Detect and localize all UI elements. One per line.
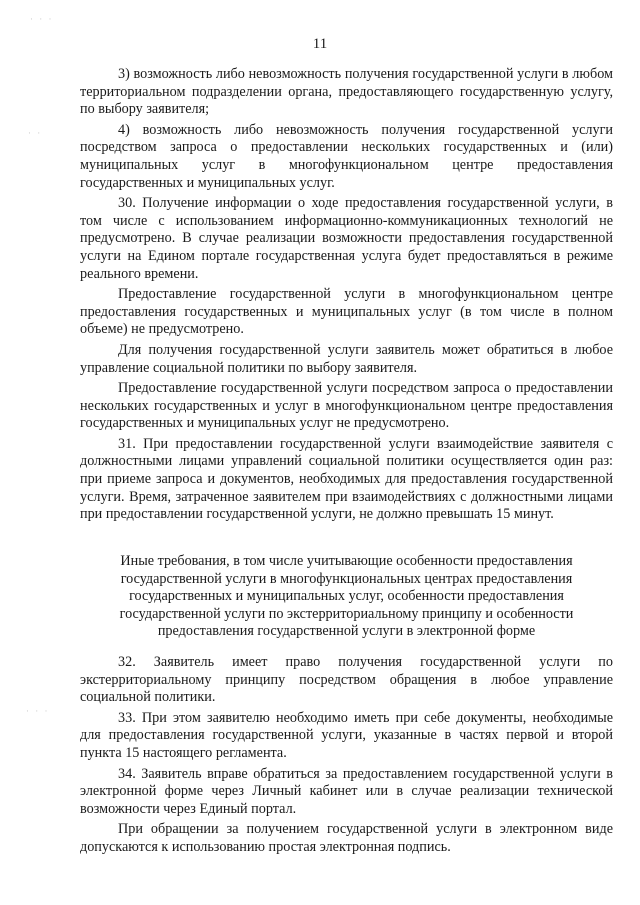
paragraph-item-4: 4) возможность либо невозможность получения государственной услуги посредством запроса о предоставлении нескольких государственных и (или) муниципальных услуг в многофункциональном центре предоставления государственных и муниципальных услуг.: [80, 121, 613, 191]
paragraph-electronic-signature: При обращении за получением государственной услуги в электронном виде допускаются к использованию простая электронная подпись.: [80, 821, 613, 855]
paragraph-clause-33: 33. При этом заявителю необходимо иметь при себе документы, необходимые для предоставления государственной услуги, указанные в частях первой и второй пункта 15 настоящего регламента.: [80, 709, 613, 761]
paragraph-item-3: 3) возможность либо невозможность получения государственной услуги в любом территориальном подразделении органа, предоставляющего государственную услугу, по выбору заявителя;: [80, 66, 613, 118]
paragraph-clause-30: 30. Получение информации о ходе предоставления государственной услуги, в том числе с использованием информационно-коммуникационных технологий не предусмотрено. В случае реализации возможности предоставления государственной услуги на Едином портале государственная услуга будет предоставляться в режиме реального времени.: [80, 195, 613, 282]
scan-artifact: · ·: [28, 128, 43, 138]
document-body-lower: [80, 654, 613, 857]
paragraph-clause-32: 32. Заявитель имеет право получения государственной услуги по экстерриториальному принципу посредством обращения в любое управление социальной политики.: [80, 654, 613, 706]
paragraph-clause-31: 31. При предоставлении государственной услуги взаимодействие заявителя с должностными лицами управлений социальной политики осуществляется один раз: при приеме запроса и документов, необходимых для предоставления государственной услуги. Время, затраченное заявителем при взаимодействиях с должностными лицами при предоставлении государственной услуги, не должно превышать 15 минут.: [80, 435, 613, 523]
paragraph-mfc-provision: Предоставление государственной услуги в многофункциональном центре предоставления государственных и муниципальных услуг (в том числе в полном объеме) не предусмотрено.: [80, 286, 613, 338]
document-body: [80, 66, 613, 524]
scan-artifact: · · ·: [30, 14, 54, 24]
section-heading: Иные требования, в том числе учитывающие особенности предоставления государственной услуги в многофункциональных центрах предоставления государственных и муниципальных услуг, особенности предоставления государственной услуги по экстерриториальному принципу и особенности предоставления государственной услуги в электронной форме: [119, 553, 574, 640]
page-number: 11: [312, 36, 328, 52]
paragraph-clause-34: 34. Заявитель вправе обратиться за предоставлением государственной услуги в электронной форме через Личный кабинет или в случае реализации технической возможности через Единый портал.: [80, 765, 613, 817]
scan-artifact: · · ·: [26, 706, 50, 716]
paragraph-applicant-office: Для получения государственной услуги заявитель может обратиться в любое управление социальной политики по выбору заявителя.: [80, 341, 613, 376]
paragraph-complex-request: Предоставление государственной услуги посредством запроса о предоставлении нескольких государственных и услуг в многофункциональном центре предоставления государственных и муниципальных услуг не предусмотрено.: [80, 380, 613, 432]
